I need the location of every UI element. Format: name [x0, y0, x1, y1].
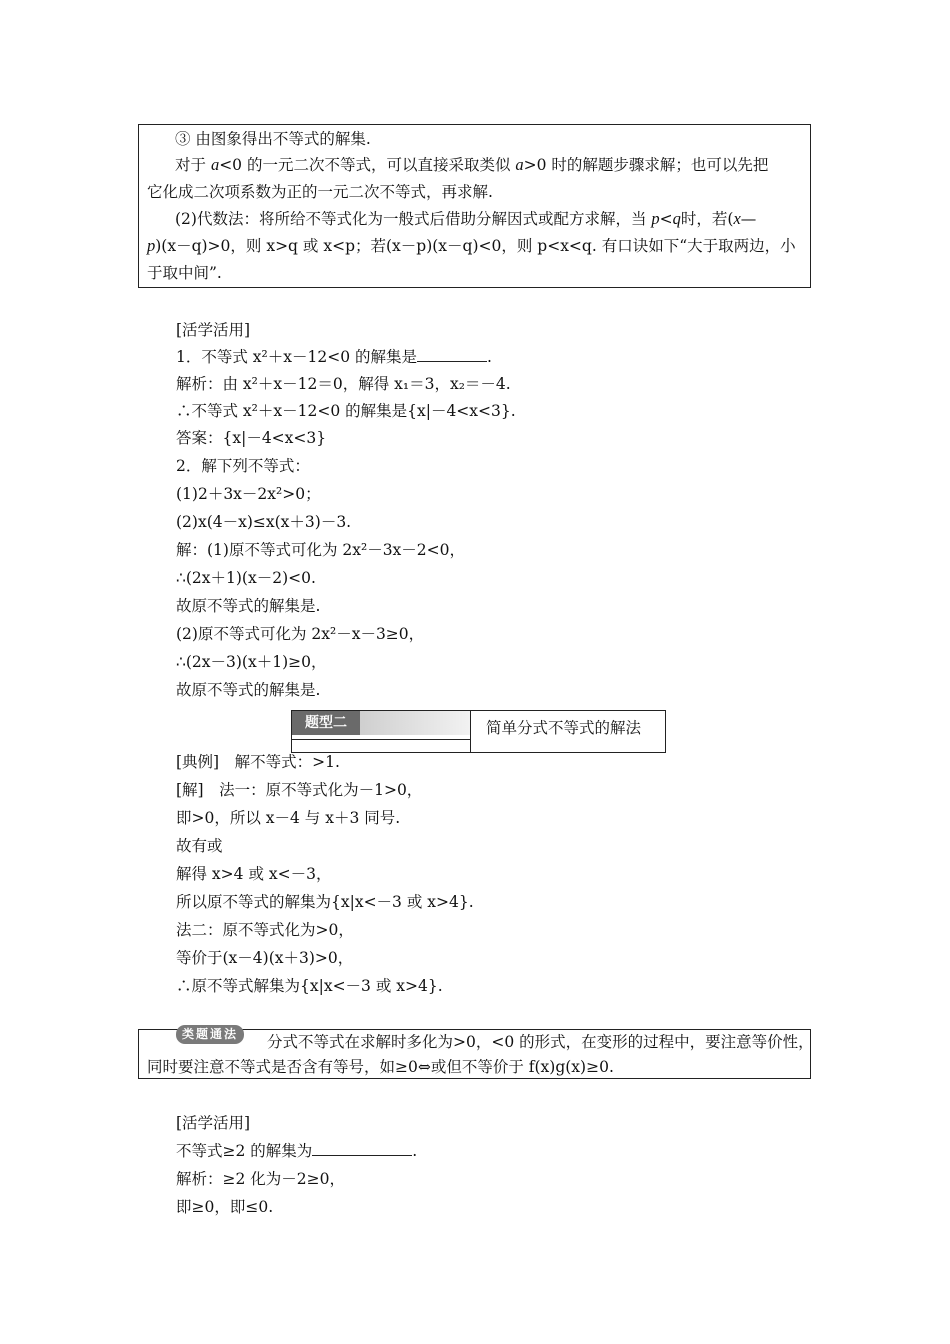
question-line: 2．解下列不等式： — [176, 457, 310, 475]
answer-blank — [312, 1141, 412, 1156]
box-line: (2)代数法：将所给不等式化为一般式后借助分解因式或配方求解，当 p<q时，若(x— — [175, 209, 757, 228]
type-title: 简单分式不等式的解法 — [486, 719, 642, 737]
type-tag-shade — [360, 711, 470, 735]
solution-line: ∴(2x－3)(x＋1)≥0， — [176, 653, 327, 671]
box-line: 它化成二次项系数为正的一元二次不等式，再求解. — [147, 183, 493, 201]
question-line: (1)2＋3x－2x²>0； — [176, 485, 321, 503]
box-line: ③ 由图象得出不等式的解集. — [175, 130, 371, 148]
example-line: [解] 法一：原不等式化为－1>0， — [176, 781, 423, 799]
type-tag: 题型二 — [292, 711, 360, 735]
question-line: 不等式≥2 的解集为 . — [176, 1142, 418, 1160]
type-header — [291, 710, 666, 753]
solution-line: 解析：≥2 化为－2≥0， — [176, 1170, 345, 1188]
solution-line: 故原不等式的解集是. — [176, 597, 321, 615]
box-line: p)(x－q)>0，则 x>q 或 x<p；若(x－p)(x－q)<0，则 p<x<q. 有口诀如下“大于取两边，小 — [147, 236, 796, 255]
box-line: 于取中间”. — [147, 264, 222, 282]
example-line: ∴原不等式解集为{x|x<－3 或 x>4}. — [176, 977, 443, 995]
example-line: 解得 x>4 或 x<－3， — [176, 865, 332, 883]
solution-line: 故原不等式的解集是. — [176, 681, 321, 699]
question-line: 1．不等式 x²＋x－12<0 的解集是 . — [176, 348, 492, 366]
section-heading: [活学活用] — [176, 321, 251, 339]
answer-line: 答案：{x|－4<x<3} — [176, 429, 327, 447]
header-divider — [470, 711, 471, 752]
box-line: 对于 a<0 的一元二次不等式，可以直接采取类似 a>0 时的解题步骤求解；也可以先把 — [175, 155, 769, 174]
box-line: 分式不等式在求解时多化为>0，<0 的形式，在变形的过程中，要注意等价性， — [267, 1033, 814, 1051]
solution-line: ∴(2x＋1)(x－2)<0. — [176, 569, 316, 587]
example-line: [典例] 解不等式：>1. — [176, 753, 340, 771]
solution-line: 解析：由 x²＋x－12＝0，解得 x₁＝3，x₂＝－4. — [176, 375, 511, 393]
box-line: 同时要注意不等式是否含有等号，如≥0⇔或但不等价于 f(x)g(x)≥0. — [147, 1058, 614, 1076]
solution-line: (2)原不等式可化为 2x²－x－3≥0， — [176, 625, 425, 643]
example-line: 故有或 — [176, 837, 223, 855]
method-badge: 类题通法 — [176, 1025, 244, 1044]
example-line: 法二：原不等式化为>0， — [176, 921, 354, 939]
solution-line: 解：(1)原不等式可化为 2x²－3x－2<0， — [176, 541, 466, 559]
question-line: (2)x(4－x)≤x(x＋3)－3. — [176, 513, 352, 531]
example-line: 等价于(x－4)(x＋3)>0， — [176, 949, 354, 967]
summary-box — [138, 124, 811, 288]
solution-line: 即≥0，即≤0. — [176, 1198, 274, 1216]
solution-line: ∴不等式 x²＋x－12<0 的解集是{x|－4<x<3}. — [176, 402, 516, 420]
answer-blank — [417, 347, 487, 362]
section-heading: [活学活用] — [176, 1114, 251, 1132]
example-line: 即>0，所以 x－4 与 x＋3 同号. — [176, 809, 401, 827]
header-divider — [292, 739, 470, 740]
example-line: 所以原不等式的解集为{x|x<－3 或 x>4}. — [176, 893, 474, 911]
